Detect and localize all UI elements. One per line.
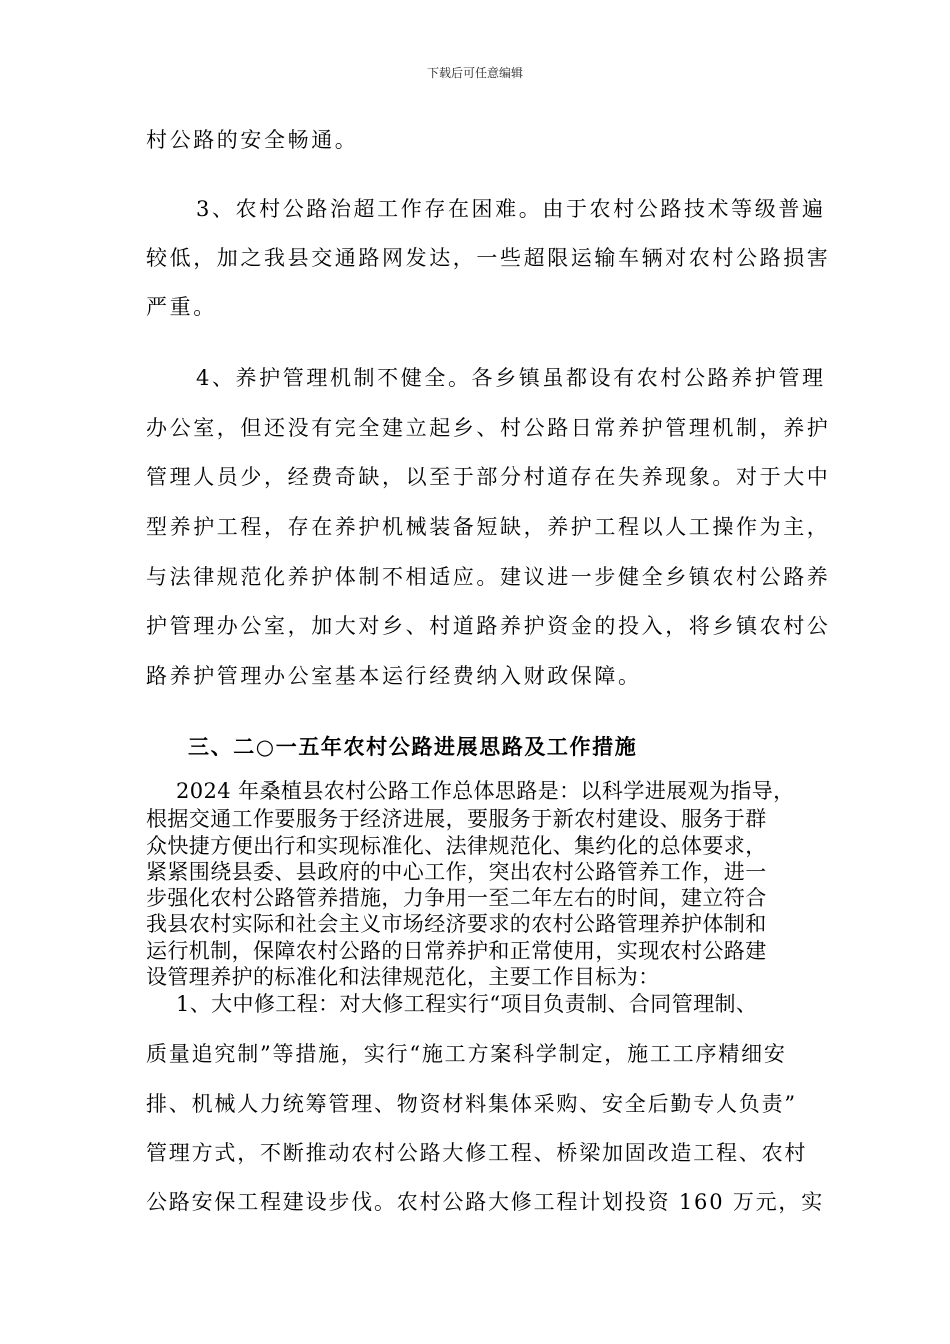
paragraph-line: 2024 年桑植县农村公路工作总体思路是：以科学进展观为指导， bbox=[176, 779, 795, 803]
paragraph-line: 我县农村实际和社会主义市场经济要求的农村公路管理养护体制和 bbox=[146, 912, 767, 936]
paragraph-line: 型养护工程，存在养护机械装备短缺，养护工程以人工操作为主， bbox=[146, 515, 831, 539]
paragraph-line: 严重。 bbox=[146, 295, 217, 319]
paragraph-line: 步强化农村公路管养措施，力争用一至二年左右的时间，建立符合 bbox=[146, 886, 767, 910]
paragraph-line: 村公路的安全畅通。 bbox=[146, 128, 359, 152]
paragraph-line: 排、机械人力统筹管理、物资材料集体采购、安全后勤专人负责” bbox=[146, 1092, 797, 1116]
paragraph-line: 设管理养护的标准化和法律规范化，主要工作目标为： bbox=[146, 965, 660, 989]
page-header: 下载后可任意编辑 bbox=[426, 66, 523, 80]
paragraph-line: 与法律规范化养护体制不相适应。建议进一步健全乡镇农村公路养 bbox=[146, 565, 831, 589]
paragraph-line: 办公室，但还没有完全建立起乡、村公路日常养护管理机制，养护 bbox=[146, 416, 831, 440]
paragraph-line: 3、农村公路治超工作存在困难。由于农村公路技术等级普遍 bbox=[196, 197, 826, 221]
paragraph-line: 管理人员少，经费奇缺，以至于部分村道存在失养现象。对于大中 bbox=[146, 465, 831, 489]
paragraph-line: 管理方式，不断推动农村公路大修工程、桥梁加固改造工程、农村 bbox=[146, 1141, 808, 1165]
section-heading: 三、二○一五年农村公路进展思路及工作措施 bbox=[188, 734, 638, 759]
paragraph-line: 紧紧围绕县委、县政府的中心工作，突出农村公路管养工作，进一 bbox=[146, 860, 767, 884]
paragraph-line: 路养护管理办公室基本运行经费纳入财政保障。 bbox=[146, 664, 642, 688]
paragraph-line: 4、养护管理机制不健全。各乡镇虽都设有农村公路养护管理 bbox=[196, 366, 826, 390]
paragraph-line: 运行机制，保障农村公路的日常养护和正常使用，实现农村公路建 bbox=[146, 939, 767, 963]
paragraph-line: 质量追究制”等措施，实行“施工方案科学制定，施工工序精细安 bbox=[146, 1042, 787, 1066]
paragraph-line: 1、大中修工程：对大修工程实行“项目负责制、合同管理制、 bbox=[176, 992, 758, 1016]
paragraph-line: 较低，加之我县交通路网发达，一些超限运输车辆对农村公路损害 bbox=[146, 246, 831, 270]
paragraph-line: 护管理办公室，加大对乡、村道路养护资金的投入，将乡镇农村公 bbox=[146, 614, 831, 638]
paragraph-line: 根据交通工作要服务于经济进展，要服务于新农村建设、服务于群 bbox=[146, 807, 767, 831]
paragraph-line: 公路安保工程建设步伐。农村公路大修工程计划投资 160 万元，实 bbox=[146, 1190, 825, 1214]
paragraph-line: 众快捷方便出行和实现标准化、法律规范化、集约化的总体要求， bbox=[146, 834, 767, 858]
